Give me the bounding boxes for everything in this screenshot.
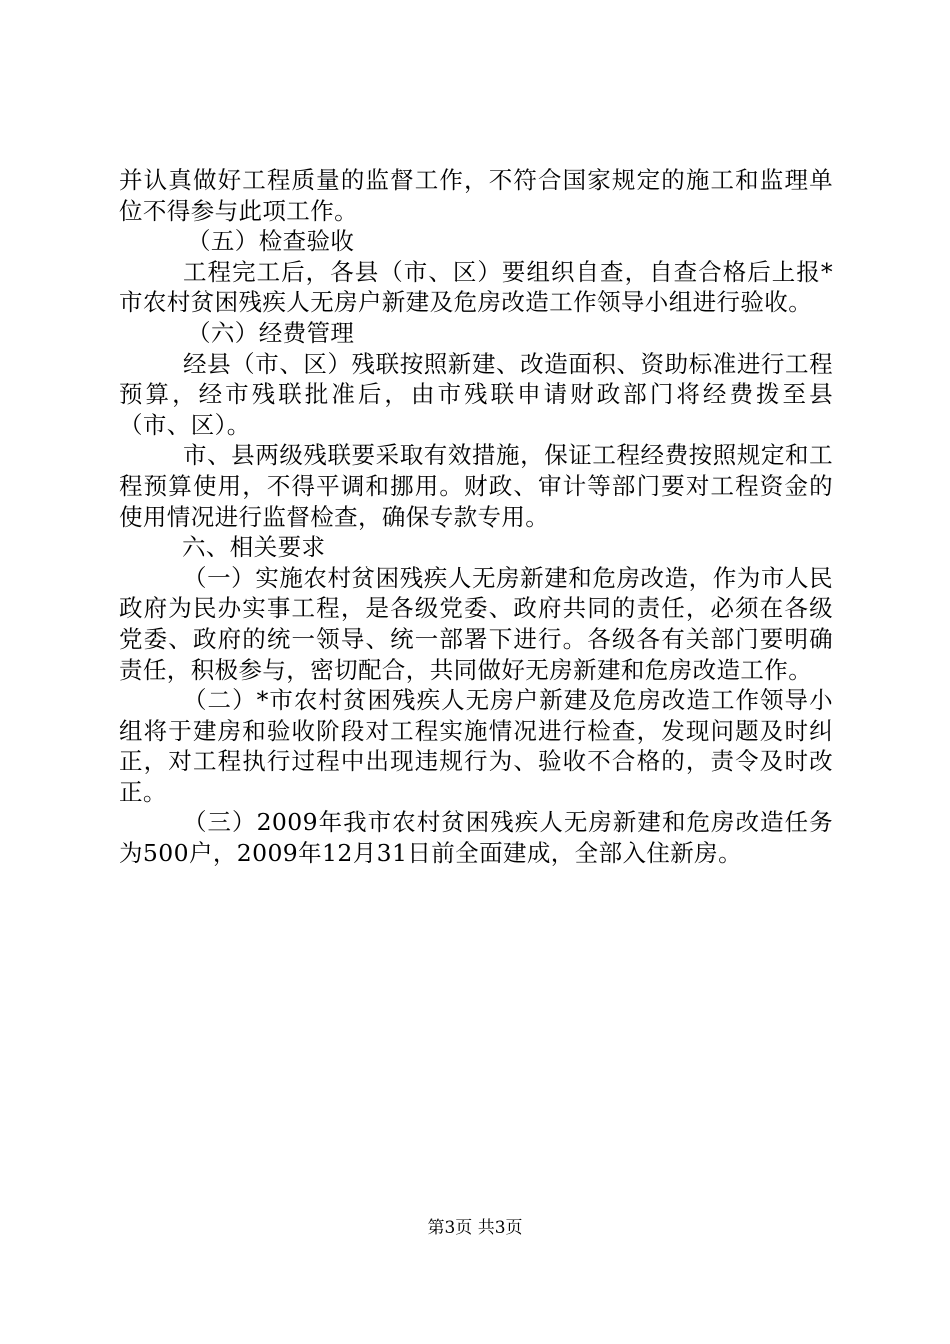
paragraph-requirement-2: （二）*市农村贫困残疾人无房户新建及危房改造工作领导小组将于建房和验收阶段对工程实施情况进行检查，发现问题及时纠正，对工程执行过程中出现违规行为、验收不合格的，责令及时改正。 bbox=[119, 686, 833, 806]
paragraph-budget: 经县（市、区）残联按照新建、改造面积、资助标准进行工程预算，经市残联批准后，由市残联申请财政部门将经费拨至县（市、区）。 bbox=[119, 349, 833, 439]
paragraph-acceptance: 工程完工后，各县（市、区）要组织自查，自查合格后上报*市农村贫困残疾人无房户新建及危房改造工作领导小组进行验收。 bbox=[119, 257, 833, 317]
page-number-footer: 第3页 共3页 bbox=[427, 1218, 523, 1238]
paragraph-requirement-3: （三）2009年我市农村贫困残疾人无房新建和危房改造任务为500户，2009年12月31日前全面建成，全部入住新房。 bbox=[119, 808, 833, 868]
paragraph-continuation: 并认真做好工程质量的监督工作，不符合国家规定的施工和监理单位不得参与此项工作。 bbox=[119, 166, 833, 225]
paragraph-requirement-1: （一）实施农村贫困残疾人无房新建和危房改造，作为市人民政府为民办实事工程，是各级党委、政府共同的责任，必须在各级党委、政府的统一领导、统一部署下进行。各级各有关部门要明确责任，积极参与，密切配合，共同做好无房新建和危房改造工作。 bbox=[119, 563, 833, 684]
subheading-funding-management: （六）经费管理 bbox=[187, 318, 355, 347]
section-heading-requirements: 六、相关要求 bbox=[182, 533, 326, 562]
document-body bbox=[119, 165, 833, 869]
paragraph-fund-usage: 市、县两级残联要采取有效措施，保证工程经费按照规定和工程预算使用，不得平调和挪用。财政、审计等部门要对工程资金的使用情况进行监督检查，确保专款专用。 bbox=[119, 441, 833, 531]
subheading-inspection-acceptance: （五）检查验收 bbox=[187, 227, 355, 256]
